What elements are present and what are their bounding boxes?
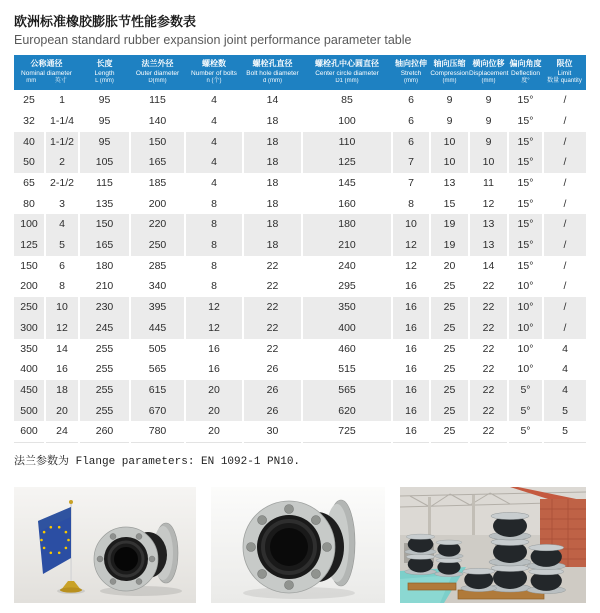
- table-cell: /: [543, 173, 586, 194]
- table-cell: 9: [469, 111, 508, 132]
- table-cell: 8: [185, 276, 243, 297]
- table-cell: 10: [45, 297, 79, 318]
- table-cell: 15: [430, 194, 469, 215]
- table-cell: /: [543, 132, 586, 153]
- table-cell: 565: [130, 359, 185, 380]
- table-cell: 15°: [508, 90, 543, 111]
- table-cell: 18: [243, 214, 302, 235]
- table-cell: 12: [185, 297, 243, 318]
- table-cell: 10: [430, 152, 469, 173]
- table-cell: 2: [45, 152, 79, 173]
- parameter-table: [14, 55, 586, 443]
- table-cell: 220: [130, 214, 185, 235]
- table-row: [14, 421, 586, 442]
- table-cell: 26: [243, 359, 302, 380]
- table-cell: 5°: [508, 380, 543, 401]
- table-cell: 15°: [508, 235, 543, 256]
- table-cell: 16: [392, 339, 430, 360]
- table-cell: 26: [243, 401, 302, 422]
- table-cell: 7: [392, 173, 430, 194]
- expansion-joint: [243, 500, 355, 593]
- table-cell: 100: [14, 214, 45, 235]
- product-photos: [14, 487, 586, 603]
- table-cell: 1: [45, 90, 79, 111]
- table-cell: 15°: [508, 173, 543, 194]
- table-cell: 20: [185, 380, 243, 401]
- table-cell: 15°: [508, 256, 543, 277]
- table-cell: 19: [430, 214, 469, 235]
- table-cell: 9: [430, 111, 469, 132]
- table-cell: 4: [543, 380, 586, 401]
- table-cell: 10°: [508, 318, 543, 339]
- table-row: [14, 401, 586, 422]
- table-cell: 13: [469, 214, 508, 235]
- table-row: [14, 132, 586, 153]
- table-cell: 8: [185, 194, 243, 215]
- table-cell: 12: [392, 256, 430, 277]
- table-cell: /: [543, 194, 586, 215]
- table-cell: 22: [243, 276, 302, 297]
- table-cell: 150: [79, 214, 130, 235]
- table-cell: 16: [392, 401, 430, 422]
- table-cell: 620: [302, 401, 392, 422]
- table-cell: 115: [79, 173, 130, 194]
- table-cell: /: [543, 256, 586, 277]
- table-cell: 1-1/4: [45, 111, 79, 132]
- table-row: [14, 256, 586, 277]
- table-cell: 5: [543, 401, 586, 422]
- table-cell: 725: [302, 421, 392, 442]
- table-cell: 20: [430, 256, 469, 277]
- table-cell: 25: [430, 276, 469, 297]
- table-cell: 505: [130, 339, 185, 360]
- table-cell: 4: [543, 359, 586, 380]
- table-row: [14, 152, 586, 173]
- table-cell: 16: [392, 318, 430, 339]
- table-row: [14, 297, 586, 318]
- table-cell: 16: [392, 297, 430, 318]
- table-cell: 255: [79, 380, 130, 401]
- table-cell: 22: [469, 380, 508, 401]
- table-cell: 210: [302, 235, 392, 256]
- table-cell: 22: [469, 297, 508, 318]
- table-cell: /: [543, 90, 586, 111]
- table-cell: 16: [392, 276, 430, 297]
- table-cell: 10°: [508, 276, 543, 297]
- table-cell: 145: [302, 173, 392, 194]
- table-cell: 7: [392, 152, 430, 173]
- table-cell: 140: [130, 111, 185, 132]
- table-body: [14, 90, 586, 442]
- table-cell: 230: [79, 297, 130, 318]
- table-row: [14, 318, 586, 339]
- table-cell: 30: [243, 421, 302, 442]
- column-header: 轴向拉伸 Stretch (mm): [392, 55, 430, 90]
- column-header: 长度 Length L (mm): [79, 55, 130, 90]
- table-cell: 11: [469, 173, 508, 194]
- table-cell: 285: [130, 256, 185, 277]
- table-cell: 105: [79, 152, 130, 173]
- table-cell: 500: [14, 401, 45, 422]
- table-cell: 16: [185, 339, 243, 360]
- table-cell: 245: [79, 318, 130, 339]
- table-cell: 80: [14, 194, 45, 215]
- table-cell: 18: [243, 194, 302, 215]
- table-cell: 150: [14, 256, 45, 277]
- table-cell: /: [543, 111, 586, 132]
- table-cell: 12: [45, 318, 79, 339]
- table-cell: 515: [302, 359, 392, 380]
- table-cell: 5°: [508, 401, 543, 422]
- table-cell: 185: [130, 173, 185, 194]
- table-cell: 4: [185, 111, 243, 132]
- table-row: [14, 339, 586, 360]
- eu-flag-joint-illustration: [14, 487, 196, 603]
- table-cell: 8: [185, 256, 243, 277]
- table-cell: 2-1/2: [45, 173, 79, 194]
- table-cell: 9: [430, 90, 469, 111]
- table-cell: 24: [45, 421, 79, 442]
- table-cell: 25: [430, 380, 469, 401]
- table-cell: 165: [130, 152, 185, 173]
- table-cell: 6: [392, 132, 430, 153]
- table-cell: 20: [45, 401, 79, 422]
- table-cell: 350: [302, 297, 392, 318]
- table-cell: 255: [79, 339, 130, 360]
- table-cell: 10: [392, 214, 430, 235]
- table-cell: 6: [45, 256, 79, 277]
- table-cell: 10: [469, 152, 508, 173]
- table-cell: /: [543, 318, 586, 339]
- table-cell: 8: [392, 194, 430, 215]
- table-cell: 8: [185, 214, 243, 235]
- table-row: [14, 235, 586, 256]
- table-cell: 450: [14, 380, 45, 401]
- table-cell: 9: [469, 90, 508, 111]
- table-cell: 395: [130, 297, 185, 318]
- table-cell: 10°: [508, 359, 543, 380]
- table-cell: 14: [469, 256, 508, 277]
- table-row: [14, 90, 586, 111]
- table-cell: 4: [45, 214, 79, 235]
- table-cell: 6: [392, 90, 430, 111]
- table-cell: 95: [79, 90, 130, 111]
- table-cell: 25: [14, 90, 45, 111]
- table-cell: 22: [243, 339, 302, 360]
- flange-parameters-note: 法兰参数为 Flange parameters: EN 1092-1 PN10.: [14, 456, 301, 469]
- table-cell: 18: [243, 111, 302, 132]
- photo-expansion-joint-closeup: [211, 487, 386, 603]
- table-cell: 180: [79, 256, 130, 277]
- table-cell: 110: [302, 132, 392, 153]
- table-cell: 8: [185, 235, 243, 256]
- table-cell: 15°: [508, 194, 543, 215]
- table-cell: 22: [469, 359, 508, 380]
- photo-warehouse-joint-stock: [400, 487, 586, 603]
- table-cell: 85: [302, 90, 392, 111]
- column-header: 偏向角度 Deflection 度°: [508, 55, 543, 90]
- table-cell: 6: [392, 111, 430, 132]
- table-cell: 615: [130, 380, 185, 401]
- table-cell: 19: [430, 235, 469, 256]
- column-header: 螺栓数 Number of bolts n (个): [185, 55, 243, 90]
- table-cell: 340: [130, 276, 185, 297]
- table-cell: 4: [543, 339, 586, 360]
- table-cell: 18: [243, 152, 302, 173]
- table-cell: 670: [130, 401, 185, 422]
- table-cell: 16: [392, 380, 430, 401]
- table-cell: 25: [430, 318, 469, 339]
- table-cell: 16: [392, 359, 430, 380]
- table-cell: 20: [185, 421, 243, 442]
- table-cell: 300: [14, 318, 45, 339]
- table-row: [14, 111, 586, 132]
- table-cell: 200: [14, 276, 45, 297]
- table-cell: 50: [14, 152, 45, 173]
- table-cell: /: [543, 235, 586, 256]
- table-cell: 15°: [508, 214, 543, 235]
- table-cell: 16: [45, 359, 79, 380]
- table-cell: /: [543, 214, 586, 235]
- table-cell: 20: [185, 401, 243, 422]
- table-cell: 600: [14, 421, 45, 442]
- table-cell: 255: [79, 359, 130, 380]
- table-row: [14, 276, 586, 297]
- table-cell: 22: [469, 421, 508, 442]
- table-cell: 25: [430, 297, 469, 318]
- table-cell: 25: [430, 421, 469, 442]
- table-cell: 12: [185, 318, 243, 339]
- page-title-zh: 欧洲标准橡胶膨胀节性能参数表: [14, 14, 197, 29]
- table-cell: 22: [469, 401, 508, 422]
- table-cell: 125: [14, 235, 45, 256]
- expansion-joint: [94, 523, 178, 591]
- table-cell: 25: [430, 401, 469, 422]
- table-cell: 150: [130, 132, 185, 153]
- table-cell: 10°: [508, 297, 543, 318]
- table-cell: 5°: [508, 421, 543, 442]
- table-cell: 15°: [508, 152, 543, 173]
- table-cell: 4: [185, 173, 243, 194]
- table-cell: 8: [45, 276, 79, 297]
- table-cell: 15°: [508, 132, 543, 153]
- column-header: 轴向压缩 Compression (mm): [430, 55, 469, 90]
- table-cell: 200: [130, 194, 185, 215]
- table-cell: 22: [469, 276, 508, 297]
- table-row: [14, 214, 586, 235]
- table-cell: 240: [302, 256, 392, 277]
- table-cell: 95: [79, 132, 130, 153]
- warehouse-illustration: [400, 487, 586, 603]
- joint-closeup-illustration: [211, 487, 386, 603]
- table-cell: 18: [45, 380, 79, 401]
- table-cell: 100: [302, 111, 392, 132]
- table-cell: 255: [79, 401, 130, 422]
- table-cell: 445: [130, 318, 185, 339]
- table-header: [14, 55, 586, 90]
- table-cell: 1-1/2: [45, 132, 79, 153]
- table-cell: 780: [130, 421, 185, 442]
- table-cell: 22: [469, 339, 508, 360]
- table-cell: 135: [79, 194, 130, 215]
- table-cell: 295: [302, 276, 392, 297]
- column-header: 公称通径 Nominal diameter mm 英寸: [14, 55, 79, 90]
- table-cell: 15°: [508, 111, 543, 132]
- photo-eu-flag-with-expansion-joint: [14, 487, 196, 603]
- table-cell: 400: [302, 318, 392, 339]
- table-cell: 13: [430, 173, 469, 194]
- table-cell: 25: [430, 339, 469, 360]
- table-cell: 4: [185, 152, 243, 173]
- page-title-en: European standard rubber expansion joint performance parameter table: [14, 32, 412, 47]
- table-cell: 18: [243, 173, 302, 194]
- table-row: [14, 194, 586, 215]
- table-cell: 160: [302, 194, 392, 215]
- table-cell: /: [543, 276, 586, 297]
- column-header: 法兰外径 Outer diameter D(mm): [130, 55, 185, 90]
- table-cell: 22: [243, 318, 302, 339]
- table-cell: 32: [14, 111, 45, 132]
- table-cell: 26: [243, 380, 302, 401]
- column-header: 螺栓孔直径 Bolt hole diameter d (mm): [243, 55, 302, 90]
- table-cell: 165: [79, 235, 130, 256]
- table-cell: 460: [302, 339, 392, 360]
- table-cell: 5: [543, 421, 586, 442]
- table-cell: 12: [469, 194, 508, 215]
- table-cell: 180: [302, 214, 392, 235]
- table-cell: /: [543, 297, 586, 318]
- column-header: 螺栓孔中心圆直径 Center circle diameter D1 (mm): [302, 55, 392, 90]
- table-cell: 400: [14, 359, 45, 380]
- table-cell: 22: [243, 256, 302, 277]
- table-cell: 16: [185, 359, 243, 380]
- table-cell: 22: [243, 297, 302, 318]
- table-cell: 125: [302, 152, 392, 173]
- table-cell: 565: [302, 380, 392, 401]
- table-cell: 10°: [508, 339, 543, 360]
- table-cell: 210: [79, 276, 130, 297]
- table-cell: 25: [430, 359, 469, 380]
- table-cell: 95: [79, 111, 130, 132]
- table-cell: 3: [45, 194, 79, 215]
- table-cell: 10: [430, 132, 469, 153]
- table-cell: 12: [392, 235, 430, 256]
- column-header: 横向位移 Displacement (mm): [469, 55, 508, 90]
- table-cell: 5: [45, 235, 79, 256]
- table-cell: 65: [14, 173, 45, 194]
- table-cell: 350: [14, 339, 45, 360]
- table-cell: 16: [392, 421, 430, 442]
- table-row: [14, 359, 586, 380]
- table-cell: 250: [14, 297, 45, 318]
- table-row: [14, 173, 586, 194]
- table-cell: 14: [45, 339, 79, 360]
- table-cell: 18: [243, 132, 302, 153]
- table-cell: 14: [243, 90, 302, 111]
- table-cell: 4: [185, 132, 243, 153]
- table-cell: 18: [243, 235, 302, 256]
- table-cell: 9: [469, 132, 508, 153]
- table-cell: 4: [185, 90, 243, 111]
- table-row: [14, 380, 586, 401]
- table-cell: 22: [469, 318, 508, 339]
- table-cell: 250: [130, 235, 185, 256]
- table-cell: 13: [469, 235, 508, 256]
- table-cell: 115: [130, 90, 185, 111]
- table-cell: 40: [14, 132, 45, 153]
- table-cell: 260: [79, 421, 130, 442]
- table-cell: /: [543, 152, 586, 173]
- column-header: 限位 Limit 数量 quantity: [543, 55, 586, 90]
